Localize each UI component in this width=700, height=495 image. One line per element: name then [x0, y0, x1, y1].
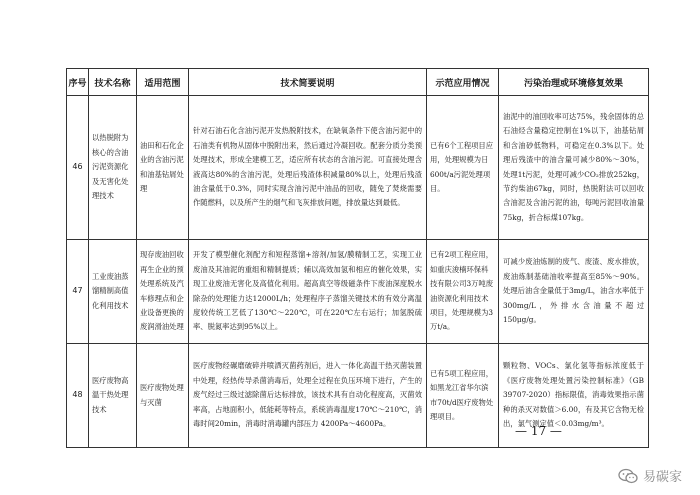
effect: 可减少废油炼制的废气、废渣、废水排放，废油炼制基础油收率提高至85%～90%。处理后油含金量低于3mg/L，油含水率低于300mg/L，外排水含油量不超过150μg/g。 — [499, 240, 649, 344]
tech-name: 以热脱附为核心的含油污泥资源化及无害化处理技术 — [89, 96, 137, 240]
effect: 油泥中的油回收率可达75%，残余固体的总石油烃含量稳定控制在1%以下，油基钻屑和含油砂低物料，可稳定在0.3%以下。处理后残渣中的油含量可减少80%～30%，处理1t污泥，处理可减少CO₂排放252kg，节约柴油67kg，同时，热脱附法可以回收含油泥及含油污泥的油，每吨污泥回收油量75kg，折合标煤107kg。 — [499, 96, 649, 240]
scope: 医疗废物处理与灭菌 — [137, 344, 189, 448]
demo: 已有2项工程应用，如重庆浚楠环保科技有限公司3万吨废油资源化利用技术项目，处理规模为3万t/a。 — [427, 240, 499, 344]
scope: 现存废油回收再生企业的预处理系统及汽车修理点和企业设备更换的废润滑油处理 — [137, 240, 189, 344]
table-header-row — [67, 69, 649, 96]
header-description: 技术简要说明 — [189, 69, 427, 96]
header-no: 序号 — [67, 69, 89, 96]
demo: 已有6个工程项目应用，处理规模为日600t/a污泥处理项目。 — [427, 96, 499, 240]
scope: 油田和石化企业的含油污泥和油基钻屑处理 — [137, 96, 189, 240]
tech-name: 医疗废物高温干热处理技术 — [89, 344, 137, 448]
header-tech-name: 技术名称 — [89, 69, 137, 96]
page-number: — 17 — — [515, 424, 562, 438]
header-demo: 示范应用情况 — [427, 69, 499, 96]
effect: 颗粒物、VOCs、氯化氢等指标浓度低于《医疗废物处理处置污染控制标准》（GB 39707-2020）指标限值，消毒效果指示菌种的杀灭对数值＞6.00，有及其它含物无检出，氯气测定值＜0.03mg/m³。 — [499, 344, 649, 448]
table-row — [67, 96, 649, 240]
table-row — [67, 240, 649, 344]
row-number: 47 — [67, 240, 89, 344]
watermark-text: 易碳家 — [642, 470, 682, 485]
wechat-icon — [618, 468, 638, 484]
tech-name: 工业废油蒸馏精制高值化利用技术 — [89, 240, 137, 344]
demo: 已有5项工程应用，如黑龙江省华尔滨市70t/d医疗废物处理项目。 — [427, 344, 499, 448]
technology-table — [66, 68, 649, 448]
description: 医疗废物经碾磨破碎并喷洒灭菌药剂后，进入一体化高温干热灭菌装置中处理，经热传导杀菌消毒后，处理全过程在负压环境下进行，产生的废气经过三级过滤除菌后达标排放，该技术具有自动化程度高，灭菌效率高，占地面积小，低能耗等特点，系统消毒温度170℃～210℃，消毒时间20min，消毒时消毒罐内部压力 4200Pa～4600Pa。 — [189, 344, 427, 448]
row-number: 46 — [67, 96, 89, 240]
header-effect: 污染治理或环境修复效果 — [499, 69, 649, 96]
watermark — [618, 466, 682, 485]
header-scope: 适用范围 — [137, 69, 189, 96]
description: 针对石油石化含油污泥开发热脱附技术，在缺氧条件下使含油污泥中的石油类有机物从固体中脱附出来，然后通过冷凝回收。配套分质分类预处理技术，形成全建模工艺，适应所有状态的含油污泥。可直接处理含液高达80%的含油污泥，处理后残渣体积减量80%以上，处理后残渣油含量低于0.3%，同时实现含油污泥中油品的回收，随免了焚烧需要作随燃料，以及所产生的烟气和飞灰排放问题，排放量达到最低。 — [189, 96, 427, 240]
row-number: 48 — [67, 344, 89, 448]
technology-table-container — [66, 68, 648, 448]
description: 开发了模型催化剂配方和短程蒸馏+溶剂/加氢/膜精制工艺，实现工业废油及其油泥的重组和精制提质；辅以高效加氢和相应的催化效果，实现工业废油无害化及高值化利用。超高真空等级磁条件下废油深度脱水除杂的处理能力达12000L/h；处理程序子蒸馏关键技术的有效分离温度较传统工艺低了130℃～220℃，可在220℃左右运行；加氢脱硫率、脱氮率达到95%以上。 — [189, 240, 427, 344]
